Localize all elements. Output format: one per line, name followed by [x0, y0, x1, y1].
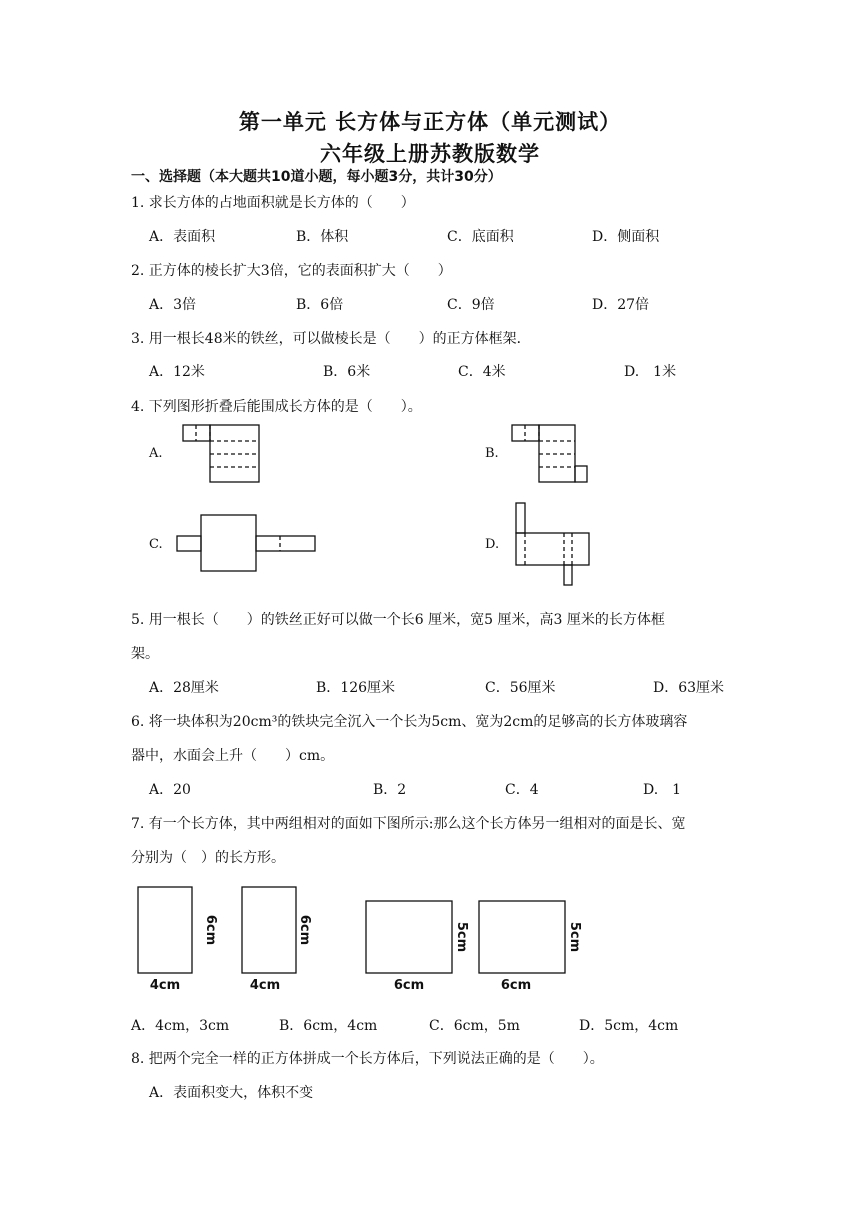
- q1-option-c: C．底面积: [447, 229, 514, 245]
- face-4-width-label: 6cm: [500, 978, 532, 993]
- q4-label-c: C.: [149, 537, 163, 552]
- q7-option-c: C．6cm，5m: [429, 1018, 520, 1034]
- face-1-width-label: 4cm: [149, 978, 181, 993]
- q1-option-d: D．侧面积: [592, 229, 660, 245]
- face-3-height-label: 5cm: [454, 921, 469, 953]
- question-3: 3. 用一根长48米的铁丝，可以做棱长是（ ）的正方体框架．: [131, 331, 531, 347]
- q3-option-c: C．4米: [458, 364, 506, 380]
- face-2-height-label: 6cm: [297, 914, 312, 946]
- question-5-line-2: 架。: [131, 646, 159, 662]
- face-4-height-label: 5cm: [567, 921, 582, 953]
- q5-option-d: D．63厘米: [653, 680, 725, 696]
- q2-option-b: B．6倍: [296, 297, 344, 313]
- q5-option-a: A．28厘米: [149, 680, 219, 696]
- q3-option-b: B．6米: [323, 364, 371, 380]
- q5-option-c: C．56厘米: [485, 680, 556, 696]
- q7-option-a: A．4cm，3cm: [131, 1018, 230, 1034]
- q1-option-a: A．表面积: [149, 229, 216, 245]
- q4-label-b: B.: [485, 446, 499, 461]
- question-1: 1. 求长方体的占地面积就是长方体的（ ）: [131, 195, 415, 211]
- face-3: [366, 901, 452, 973]
- section-heading: 一、选择题（本大题共10道小题，每小题3分，共计30分）: [131, 169, 502, 185]
- question-2: 2. 正方体的棱长扩大3倍，它的表面积扩大（ ）: [131, 263, 452, 279]
- q5-option-b: B．126厘米: [316, 680, 396, 696]
- q6-option-d: D. 1: [643, 782, 682, 798]
- question-7-line-1: 7. 有一个长方体，其中两组相对的面如下图所示:那么这个长方体另一组相对的面是长、宽: [131, 816, 686, 832]
- face-2: [242, 887, 296, 973]
- q2-option-d: D．27倍: [592, 297, 650, 313]
- q3-option-a: A．12米: [149, 364, 205, 380]
- question-7-line-2: 分别为（ ）的长方形。: [131, 850, 285, 866]
- page-title: 第一单元 长方体与正方体（单元测试）: [238, 110, 622, 134]
- page-subtitle: 六年级上册苏教版数学: [320, 142, 540, 166]
- q2-option-a: A．3倍: [149, 297, 197, 313]
- q8-option-a: A．表面积变大，体积不变: [149, 1085, 314, 1101]
- face-1-height-label: 6cm: [203, 914, 218, 946]
- face-2-width-label: 4cm: [249, 978, 281, 993]
- question-8: 8. 把两个完全一样的正方体拼成一个长方体后，下列说法正确的是（ ）。: [131, 1051, 604, 1067]
- q4-label-a: A.: [149, 446, 163, 461]
- question-5-line-1: 5. 用一根长（ ）的铁丝正好可以做一个长6 厘米，宽5 厘米，高3 厘米的长方体框: [131, 612, 665, 628]
- q1-option-b: B．体积: [296, 229, 349, 245]
- q4-label-d: D.: [485, 537, 500, 552]
- question-6-line-1: 6. 将一块体积为20cm³的铁块完全沉入一个长为5cm、宽为2cm的足够高的长方体玻璃容: [131, 714, 688, 730]
- question-4: 4. 下列图形折叠后能围成长方体的是（ ）。: [131, 399, 422, 415]
- face-3-width-label: 6cm: [393, 978, 425, 993]
- q7-option-b: B．6cm，4cm: [279, 1018, 378, 1034]
- q7-option-d: D．5cm，4cm: [579, 1018, 679, 1034]
- question-6-line-2: 器中，水面会上升（ ）cm。: [131, 748, 335, 764]
- q6-option-a: A．20: [149, 782, 191, 798]
- face-4: [479, 901, 565, 973]
- q6-option-c: C．4: [505, 782, 539, 798]
- q3-option-d: D. 1米: [624, 364, 677, 380]
- face-1: [138, 887, 192, 973]
- q6-option-b: B．2: [373, 782, 407, 798]
- q2-option-c: C．9倍: [447, 297, 495, 313]
